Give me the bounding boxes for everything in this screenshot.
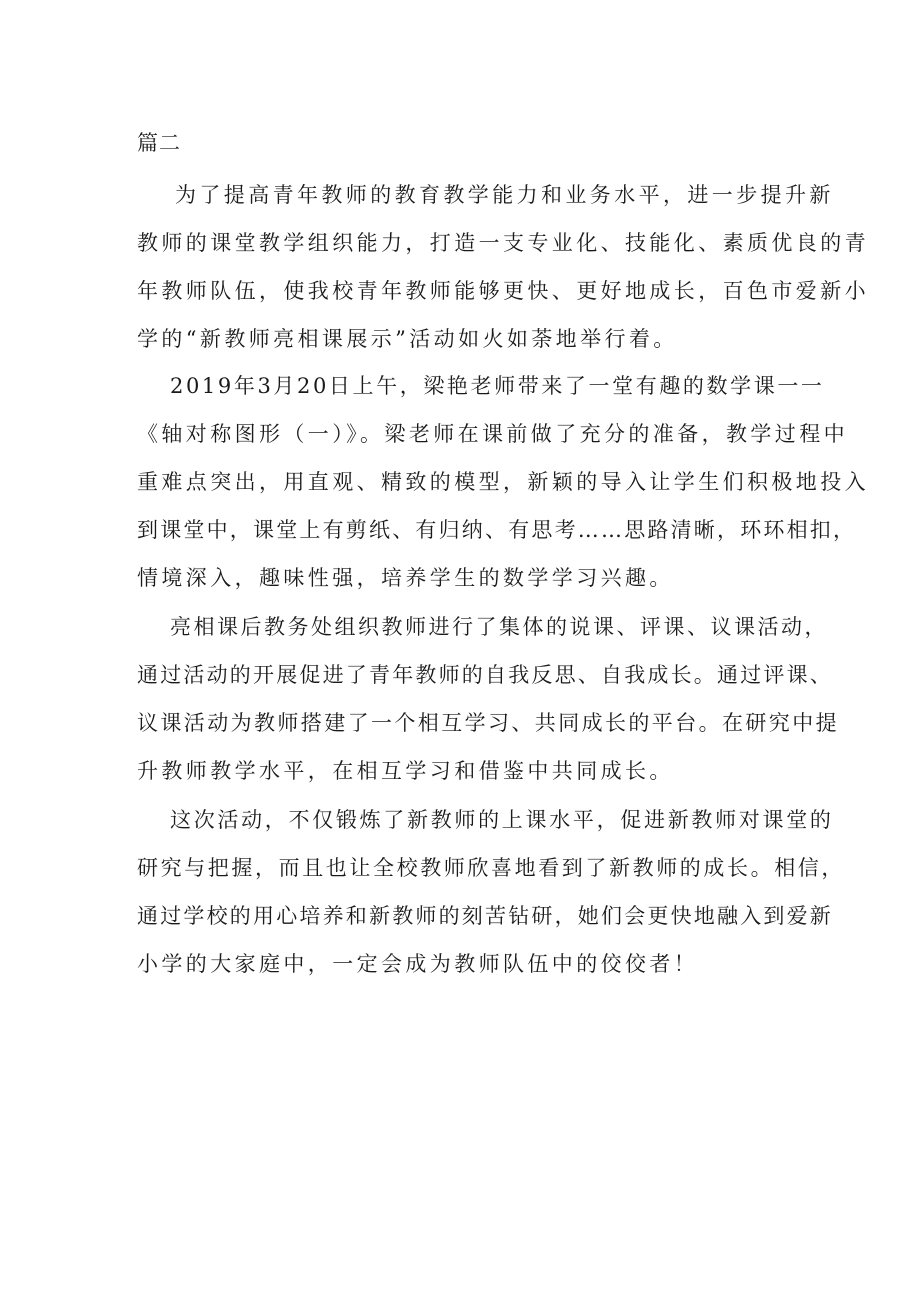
text-line: 到课堂中，课堂上有剪纸、有归纳、有思考……思路清晰，环环相扣， xyxy=(137,518,857,542)
text-line: 研究与把握，而且也让全校教师欣喜地看到了新教师的成长。相信， xyxy=(137,856,845,880)
text-line: 学的“新教师亮相课展示”活动如火如荼地举行着。 xyxy=(137,327,678,351)
text-line: 重难点突出，用直观、精致的模型，新颖的导入让学生们积极地投入 xyxy=(137,470,869,494)
text-line: 教师的课堂教学组织能力，打造一支专业化、技能化、素质优良的青 xyxy=(137,231,869,255)
text-line: 通过活动的开展促进了青年教师的自我反思、自我成长。通过评课、 xyxy=(137,663,833,687)
text-line: 这次活动，不仅锻炼了新教师的上课水平，促进新教师对课堂的 xyxy=(170,808,834,832)
text-line: 小学的大家庭中，一定会成为教师队伍中的佼佼者！ xyxy=(137,952,699,976)
text-line: 升教师教学水平，在相互学习和借鉴中共同成长。 xyxy=(137,759,674,783)
text-line: 《轴对称图形（一）》。梁老师在课前做了充分的准备，教学过程中 xyxy=(137,422,848,446)
text-line: 亮相课后教务处组织教师进行了集体的说课、评课、议课活动， xyxy=(170,615,828,639)
text-line: 2019年3月20日上午，梁艳老师带来了一堂有趣的数学课一一 xyxy=(170,374,825,398)
text-line: 情境深入，趣味性强，培养学生的数学学习兴趣。 xyxy=(137,566,674,590)
text-line: 为了提高青年教师的教育教学能力和业务水平，进一步提升新 xyxy=(175,183,834,207)
text-line: 议课活动为教师搭建了一个相互学习、共同成长的平台。在研究中提 xyxy=(137,711,839,735)
text-line: 通过学校的用心培养和新教师的刻苦钻研，她们会更快地融入到爱新 xyxy=(137,904,833,928)
section-heading: 篇二 xyxy=(137,131,181,155)
text-line: 年教师队伍，使我校青年教师能够更快、更好地成长，百色市爱新小 xyxy=(137,279,869,303)
